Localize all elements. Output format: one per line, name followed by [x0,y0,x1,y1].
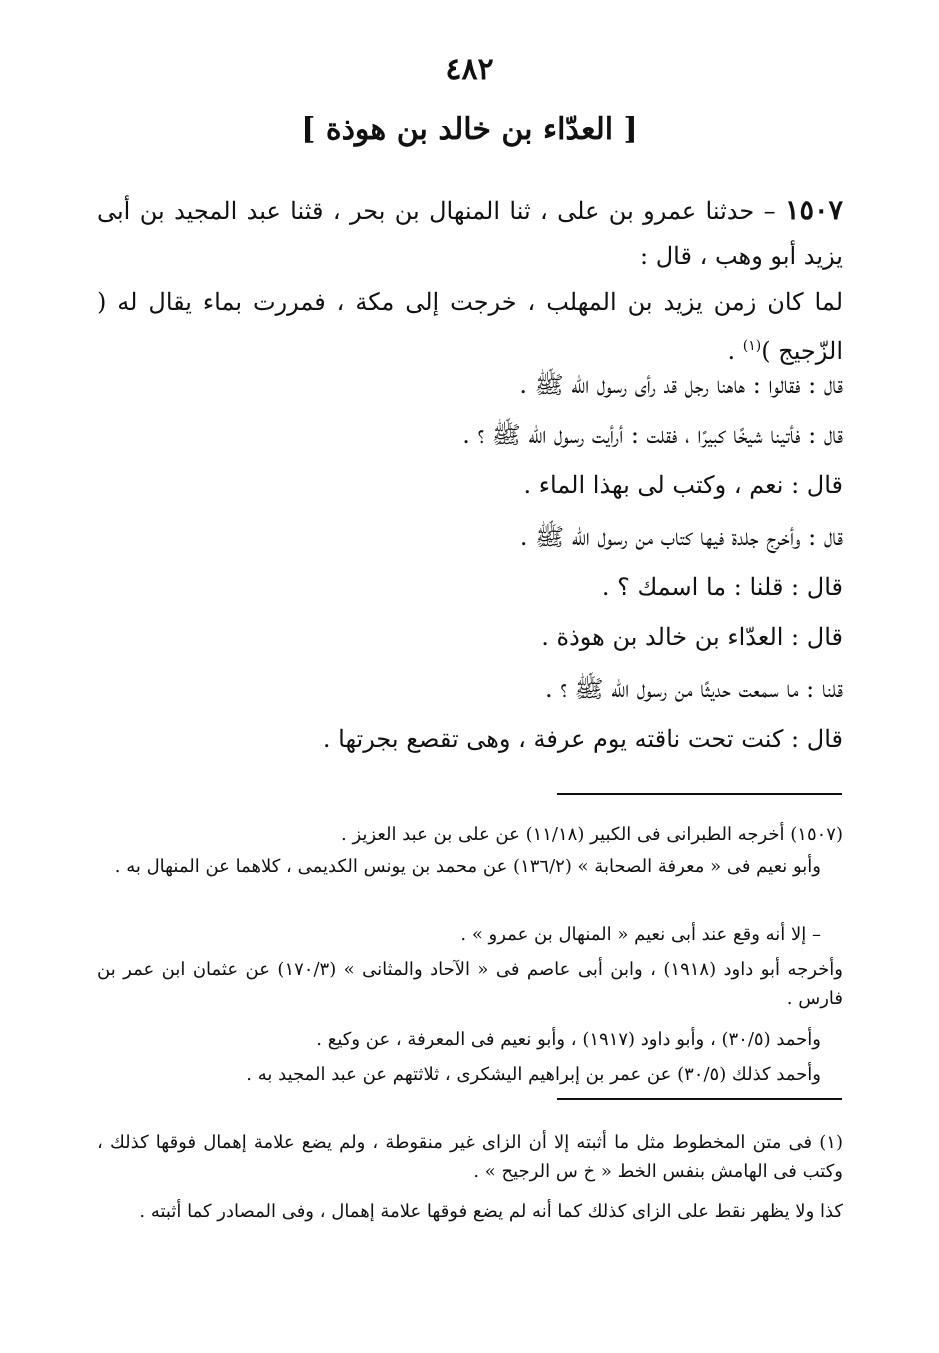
hadith-intro-text: لما كان زمن يزيد بن المهلب ، خرجت إلى مكة ، فمررت بماء يقال له ( الزّجيج ) [97,288,844,365]
footnote-ref: (١) [742,338,762,354]
hadith-line: قال : العدّاء بن خالد بن هوذة . [541,623,843,651]
hadith-chain [97,188,843,279]
hadith-line: قال : نعم ، وكتب لى بهذا الماء . [523,471,843,499]
hadith-line: قال : قلنا : ما اسمك ؟ . [601,573,843,601]
takhrij-line: وأخرجه أبو داود (١٩١٨) ، وابن أبى عاصم فى « الآحاد والمثانى » (١٧٠/٣) عن عثمان ابن عمر بن فارس . [97,959,843,1009]
hadith-line: قال : فأتينا شيخًا كبيرًا ، فقلت : أرأيت رسول الله ﷺ ؟ . [462,421,843,449]
hadith-line: قلنا : ما سمعت حديثًا من رسول الله ﷺ ؟ . [545,675,843,703]
hadith-intro-end: . [727,337,743,365]
takhrij-line: وأحمد كذلك (٣٠/٥) عن عمر بن إبراهيم اليشكرى ، ثلاثتهم عن عبد المجيد به . [246,1064,821,1085]
hadith-line: قال : فقالوا : هاهنا رجل قد رأى رسول الله ﷺ . [519,371,843,399]
hadith-line: قال : كنت تحت ناقته يوم عرفة ، وهى تقصع بجرتها . [322,725,843,753]
footnote-separator [557,793,842,795]
takhrij-line: – إلا أنه وقع عند أبى نعيم « المنهال بن عمرو » . [460,924,821,945]
hadith-line: قال : وأخرج جلدة فيها كتاب من رسول الله ﷺ . [519,523,843,551]
page-number: ٤٨٢ [445,52,494,87]
chapter-title: [ العدّاء بن خالد بن هوذة ] [301,112,638,147]
takhrij-line: وأبو نعيم فى « معرفة الصحابة » (١٣٦/٢) عن محمد بن يونس الكديمى ، كلاهما عن المنهال به . [114,856,821,877]
footnote-1: (١) فى متن المخطوط مثل ما أثبته إلا أن الزاى غير منقوطة ، ولم يضع علامة إهمال فوقها كذلك ، وكتب فى الهامش بنفس الخط « خ س الرجيح » . [97,1132,843,1182]
footnote-separator [557,1098,842,1100]
takhrij-line: وأحمد (٣٠/٥) ، وأبو داود (١٩١٧) ، وأبو نعيم فى المعرفة ، عن وكيع . [316,1029,821,1050]
hadith-chain-text: – حدثنا عمرو بن على ، ثنا المنهال بن بحر ، قثنا عبد المجيد بن أبى يزيد أبو وهب ، قال : [97,197,843,270]
takhrij-line: (١٥٠٧) أخرجه الطبرانى فى الكبير (١١/١٨) عن على بن عبد العزيز . [341,824,843,845]
footnote-1-continued: كذا ولا يظهر نقط على الزاى كذلك كما أنه لم يضع فوقها علامة إهمال ، وفى المصادر كما أثبته . [139,1201,843,1222]
hadith-number: ١٥٠٧ [784,195,843,226]
hadith-intro [97,280,843,373]
